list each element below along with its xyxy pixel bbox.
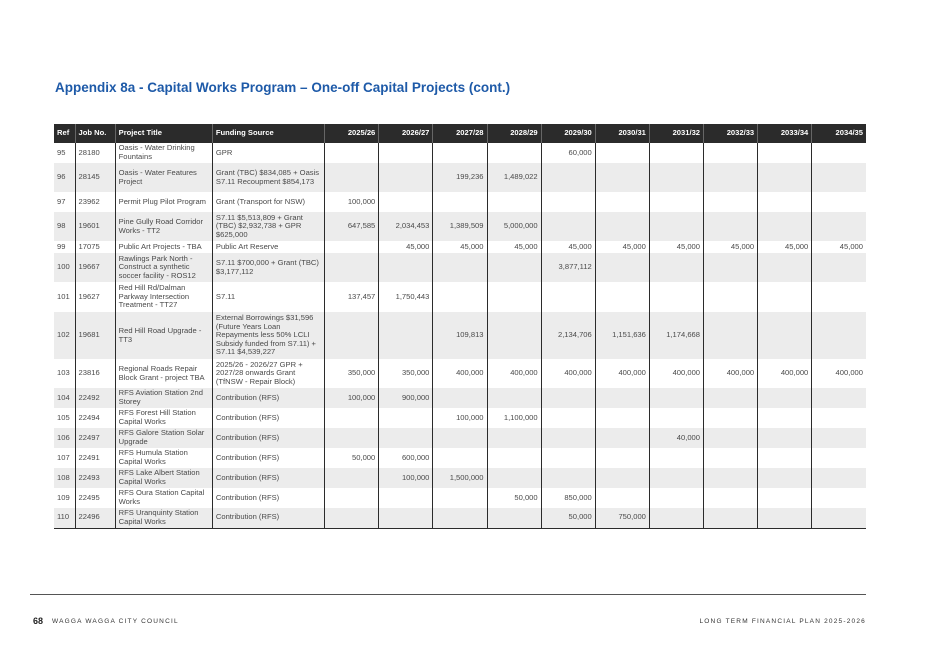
table-cell (704, 428, 758, 448)
table-cell (433, 488, 487, 508)
table-cell: Public Art Projects - TBA (115, 241, 212, 253)
table-cell (649, 388, 703, 408)
table-cell (758, 488, 812, 508)
document-title: LONG TERM FINANCIAL PLAN 2025-2026 (699, 618, 866, 625)
table-cell (704, 282, 758, 312)
table-cell: RFS Galore Station Solar Upgrade (115, 428, 212, 448)
column-header: 2025/26 (325, 124, 379, 143)
table-cell: 17075 (75, 241, 115, 253)
table-cell: Contribution (RFS) (212, 468, 324, 488)
table-cell (433, 143, 487, 163)
table-cell: 1,750,443 (379, 282, 433, 312)
table-cell (325, 143, 379, 163)
table-cell (595, 488, 649, 508)
table-cell (487, 192, 541, 212)
table-cell: 22492 (75, 388, 115, 408)
table-cell: 750,000 (595, 508, 649, 528)
table-cell: 22494 (75, 408, 115, 428)
table-cell (649, 488, 703, 508)
table-row (54, 192, 866, 212)
table-cell (433, 253, 487, 282)
table-cell (487, 282, 541, 312)
capital-works-table (54, 124, 866, 529)
table-cell: 2,134,706 (541, 312, 595, 359)
table-cell: Red Hill Road Upgrade - TT3 (115, 312, 212, 359)
table-cell: Grant (Transport for NSW) (212, 192, 324, 212)
table-cell (704, 163, 758, 192)
table-row (54, 163, 866, 192)
column-header: 2027/28 (433, 124, 487, 143)
table-cell: 600,000 (379, 448, 433, 468)
table-cell (379, 192, 433, 212)
table-cell (325, 488, 379, 508)
table-cell: 45,000 (595, 241, 649, 253)
table-cell: Public Art Reserve (212, 241, 324, 253)
table-cell: 199,236 (433, 163, 487, 192)
table-cell: 97 (54, 192, 75, 212)
column-header: Project Title (115, 124, 212, 143)
table-cell (595, 428, 649, 448)
table-cell: 137,457 (325, 282, 379, 312)
table-cell (595, 253, 649, 282)
table-cell (812, 212, 866, 241)
table-cell: 100 (54, 253, 75, 282)
table-cell: 45,000 (379, 241, 433, 253)
table-cell (704, 253, 758, 282)
table-cell (433, 388, 487, 408)
table-cell (704, 388, 758, 408)
table-cell: 400,000 (433, 359, 487, 388)
table-cell: 19627 (75, 282, 115, 312)
table-cell (758, 408, 812, 428)
table-cell (433, 428, 487, 448)
table-cell: 45,000 (487, 241, 541, 253)
table-cell (433, 448, 487, 468)
table-cell: RFS Lake Albert Station Capital Works (115, 468, 212, 488)
table-row (54, 468, 866, 488)
table-row (54, 388, 866, 408)
column-header: Ref (54, 124, 75, 143)
table-cell: 350,000 (325, 359, 379, 388)
table-cell: 28180 (75, 143, 115, 163)
table-cell (704, 448, 758, 468)
table-cell: 400,000 (487, 359, 541, 388)
table-row (54, 488, 866, 508)
table-cell (649, 448, 703, 468)
table-cell: 45,000 (433, 241, 487, 253)
table-cell: RFS Aviation Station 2nd Storey (115, 388, 212, 408)
table-cell: 3,877,112 (541, 253, 595, 282)
table-cell (649, 253, 703, 282)
table-cell (379, 488, 433, 508)
table-cell: 102 (54, 312, 75, 359)
table-cell (649, 143, 703, 163)
table-cell (649, 192, 703, 212)
table-cell (758, 388, 812, 408)
table-cell: 95 (54, 143, 75, 163)
table-cell: 45,000 (812, 241, 866, 253)
page-number: 68 (33, 616, 44, 626)
table-cell: 22491 (75, 448, 115, 468)
page-title: Appendix 8a - Capital Works Program – One-off Capital Projects (cont.) (55, 80, 511, 95)
table-cell: 50,000 (541, 508, 595, 528)
table-cell (325, 312, 379, 359)
table-row (54, 408, 866, 428)
table-cell (595, 282, 649, 312)
table-cell (595, 408, 649, 428)
table-cell (433, 508, 487, 528)
table-cell: 110 (54, 508, 75, 528)
table-row (54, 143, 866, 163)
table-cell (595, 448, 649, 468)
table-row (54, 428, 866, 448)
table-cell (379, 428, 433, 448)
table-row (54, 359, 866, 388)
table-cell: Permit Plug Pilot Program (115, 192, 212, 212)
table-cell: 108 (54, 468, 75, 488)
table-cell: RFS Forest Hill Station Capital Works (115, 408, 212, 428)
table-cell (758, 468, 812, 488)
table-cell: GPR (212, 143, 324, 163)
table-row (54, 212, 866, 241)
table-cell (704, 468, 758, 488)
table-cell (704, 408, 758, 428)
table-cell (541, 192, 595, 212)
column-header: Funding Source (212, 124, 324, 143)
table-cell (433, 282, 487, 312)
table-cell (487, 448, 541, 468)
column-header: 2029/30 (541, 124, 595, 143)
table-cell (758, 282, 812, 312)
column-header: 2030/31 (595, 124, 649, 143)
table-cell: 40,000 (649, 428, 703, 448)
table-row (54, 282, 866, 312)
table-cell (649, 212, 703, 241)
table-cell: 22496 (75, 508, 115, 528)
table-cell (379, 163, 433, 192)
table-cell: 60,000 (541, 143, 595, 163)
column-header: 2031/32 (649, 124, 703, 143)
table-cell (541, 388, 595, 408)
table-cell: 5,000,000 (487, 212, 541, 241)
table-cell: 100,000 (325, 192, 379, 212)
table-cell: 50,000 (325, 448, 379, 468)
table-cell (704, 192, 758, 212)
table-cell (541, 212, 595, 241)
table-cell (758, 508, 812, 528)
table-cell: 22495 (75, 488, 115, 508)
table-cell: 400,000 (704, 359, 758, 388)
table-cell: Red Hill Rd/Dalman Parkway Intersection Treatment - TT27 (115, 282, 212, 312)
column-header: 2033/34 (758, 124, 812, 143)
table-cell (649, 508, 703, 528)
table-cell: 98 (54, 212, 75, 241)
table-cell: 45,000 (649, 241, 703, 253)
table-cell (758, 192, 812, 212)
table-cell: Oasis - Water Features Project (115, 163, 212, 192)
table-cell (541, 282, 595, 312)
table-header-row (54, 124, 866, 143)
table-cell: 100,000 (325, 388, 379, 408)
table-cell: 23816 (75, 359, 115, 388)
table-cell (595, 192, 649, 212)
table-cell (541, 428, 595, 448)
table-cell: 109 (54, 488, 75, 508)
table-cell (541, 468, 595, 488)
table-cell: 1,100,000 (487, 408, 541, 428)
table-cell (325, 163, 379, 192)
table-cell (541, 448, 595, 468)
table-cell (812, 408, 866, 428)
table-cell: 1,489,022 (487, 163, 541, 192)
table-cell: Pine Gully Road Corridor Works - TT2 (115, 212, 212, 241)
table-cell: 1,151,636 (595, 312, 649, 359)
table-row (54, 241, 866, 253)
table-cell: Regional Roads Repair Block Grant - project TBA (115, 359, 212, 388)
table-cell: 45,000 (541, 241, 595, 253)
table-cell: RFS Oura Station Capital Works (115, 488, 212, 508)
table-cell: Contribution (RFS) (212, 428, 324, 448)
table-cell (812, 468, 866, 488)
table-cell: 2,034,453 (379, 212, 433, 241)
table-cell: 45,000 (758, 241, 812, 253)
table-cell (704, 212, 758, 241)
table-cell (812, 488, 866, 508)
table-cell: 19667 (75, 253, 115, 282)
column-header: 2034/35 (812, 124, 866, 143)
table-cell (704, 488, 758, 508)
table-cell: Contribution (RFS) (212, 388, 324, 408)
table-cell (487, 508, 541, 528)
table-cell: 2025/26 - 2026/27 GPR + 2027/28 onwards Grant (TfNSW - Repair Block) (212, 359, 324, 388)
table-cell: 109,813 (433, 312, 487, 359)
table-row (54, 448, 866, 468)
table-cell (487, 312, 541, 359)
table-cell: S7.11 (212, 282, 324, 312)
table-cell (704, 312, 758, 359)
table-cell: External Borrowings $31,596 (Future Years Loan Repayments less 50% LCLI Subsidy funded from S7.11) + S7.11 $4,539,227 (212, 312, 324, 359)
table-cell (704, 143, 758, 163)
table-cell: Contribution (RFS) (212, 508, 324, 528)
table-cell: 1,500,000 (433, 468, 487, 488)
column-header: 2032/33 (704, 124, 758, 143)
table-cell: S7.11 $700,000 + Grant (TBC) $3,177,112 (212, 253, 324, 282)
table-cell: 900,000 (379, 388, 433, 408)
table-cell (379, 312, 433, 359)
table-cell (812, 448, 866, 468)
table-cell: 103 (54, 359, 75, 388)
table-cell: 22493 (75, 468, 115, 488)
table-cell (595, 163, 649, 192)
table-cell (758, 428, 812, 448)
table-cell: RFS Humula Station Capital Works (115, 448, 212, 468)
table-cell (433, 192, 487, 212)
table-cell (595, 212, 649, 241)
table-cell: 45,000 (704, 241, 758, 253)
column-header: 2028/29 (487, 124, 541, 143)
table-cell: 400,000 (541, 359, 595, 388)
table-cell: Grant (TBC) $834,085 + Oasis S7.11 Recoupment $854,173 (212, 163, 324, 192)
table-cell (758, 312, 812, 359)
table-cell (649, 163, 703, 192)
table-cell: 19681 (75, 312, 115, 359)
table-cell: 50,000 (487, 488, 541, 508)
table-cell (487, 428, 541, 448)
table-cell: 22497 (75, 428, 115, 448)
table-cell (649, 282, 703, 312)
table-cell: 400,000 (649, 359, 703, 388)
table-row (54, 253, 866, 282)
table-cell (325, 253, 379, 282)
table-cell (487, 388, 541, 408)
table-cell: 400,000 (758, 359, 812, 388)
table-cell (379, 253, 433, 282)
table-cell (595, 388, 649, 408)
table-cell: 96 (54, 163, 75, 192)
table-cell (704, 508, 758, 528)
table-cell (758, 448, 812, 468)
table-cell: 400,000 (812, 359, 866, 388)
table-cell: Contribution (RFS) (212, 408, 324, 428)
table-cell (379, 408, 433, 428)
table-cell (812, 253, 866, 282)
table-cell: 99 (54, 241, 75, 253)
table-cell (325, 428, 379, 448)
table-cell (649, 408, 703, 428)
table-cell: Oasis - Water Drinking Fountains (115, 143, 212, 163)
table-cell (325, 468, 379, 488)
table-cell (325, 508, 379, 528)
table-cell: 100,000 (433, 408, 487, 428)
table-cell (812, 192, 866, 212)
table-cell (325, 241, 379, 253)
table-cell (812, 508, 866, 528)
table-cell: 28145 (75, 163, 115, 192)
council-name: WAGGA WAGGA CITY COUNCIL (52, 618, 179, 625)
table-cell (487, 253, 541, 282)
table-cell: 104 (54, 388, 75, 408)
table-cell (379, 508, 433, 528)
table-cell (812, 428, 866, 448)
table-cell: RFS Uranquinty Station Capital Works (115, 508, 212, 528)
table-cell: 105 (54, 408, 75, 428)
table-cell: 19601 (75, 212, 115, 241)
table-cell: Rawlings Park North - Construct a synthetic soccer facility - ROS12 (115, 253, 212, 282)
table-cell: Contribution (RFS) (212, 488, 324, 508)
column-header: Job No. (75, 124, 115, 143)
table-row (54, 312, 866, 359)
table-cell (541, 408, 595, 428)
table-cell: S7.11 $5,513,809 + Grant (TBC) $2,932,738 + GPR $625,000 (212, 212, 324, 241)
table-cell: 107 (54, 448, 75, 468)
table-cell (758, 212, 812, 241)
table-cell (541, 163, 595, 192)
footer-divider (30, 594, 866, 595)
table-cell: 100,000 (379, 468, 433, 488)
table-cell (487, 468, 541, 488)
table-cell: 350,000 (379, 359, 433, 388)
table-cell: 1,389,509 (433, 212, 487, 241)
table-cell: 106 (54, 428, 75, 448)
table-cell: Contribution (RFS) (212, 448, 324, 468)
table-cell (595, 468, 649, 488)
table-cell: 23962 (75, 192, 115, 212)
table-cell: 850,000 (541, 488, 595, 508)
table-cell (758, 163, 812, 192)
table-cell: 101 (54, 282, 75, 312)
table-cell: 647,585 (325, 212, 379, 241)
table-cell (649, 468, 703, 488)
table-cell (812, 282, 866, 312)
table-cell (379, 143, 433, 163)
table-row (54, 508, 866, 528)
table-cell: 1,174,668 (649, 312, 703, 359)
table-cell (487, 143, 541, 163)
table-cell (812, 312, 866, 359)
table-cell (812, 163, 866, 192)
table-cell (812, 143, 866, 163)
table-cell (812, 388, 866, 408)
column-header: 2026/27 (379, 124, 433, 143)
table-cell (325, 408, 379, 428)
table-cell (595, 143, 649, 163)
table-cell (758, 143, 812, 163)
table-cell: 400,000 (595, 359, 649, 388)
table-cell (758, 253, 812, 282)
